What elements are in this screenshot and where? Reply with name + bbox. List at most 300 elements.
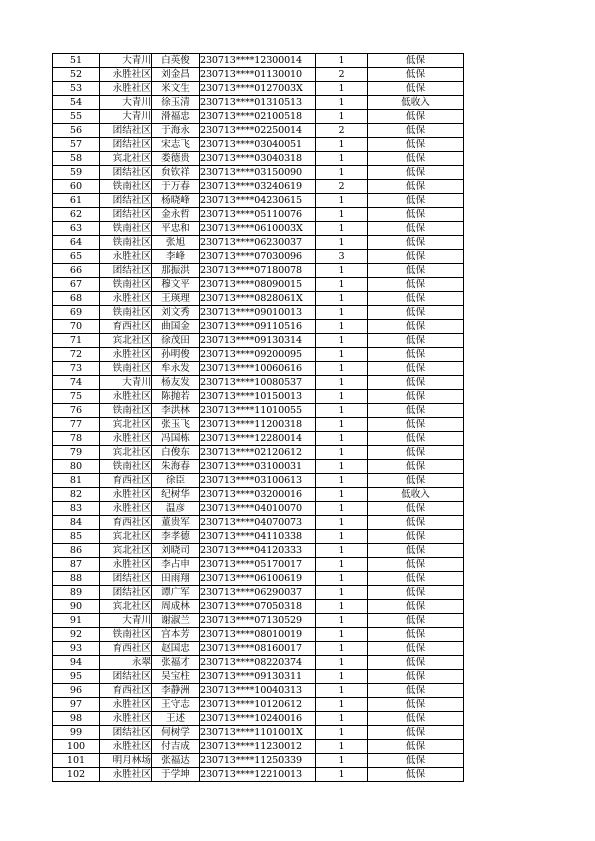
person-name-cell: 张玉飞 <box>152 418 200 432</box>
community-cell: 铁南社区 <box>100 362 152 376</box>
assistance-type-cell: 低保 <box>368 180 464 194</box>
person-name-cell: 赵国忠 <box>152 642 200 656</box>
row-number: 71 <box>53 334 100 348</box>
person-name-cell: 杨晓峰 <box>152 194 200 208</box>
row-number: 85 <box>53 530 100 544</box>
person-name-cell: 张福才 <box>152 656 200 670</box>
assistance-type-cell: 低保 <box>368 348 464 362</box>
row-number: 54 <box>53 96 100 110</box>
table-row <box>53 54 464 68</box>
id-number-cell: 230713****06100619 <box>200 572 316 586</box>
id-number-cell: 230713****10150013 <box>200 390 316 404</box>
person-name-cell: 田雨翔 <box>152 572 200 586</box>
table-row <box>53 586 464 600</box>
row-number: 53 <box>53 82 100 96</box>
assistance-type-cell: 低保 <box>368 670 464 684</box>
community-cell: 永胜社区 <box>100 292 152 306</box>
person-name-cell: 付吉成 <box>152 740 200 754</box>
table-row <box>53 390 464 404</box>
person-name-cell: 张旭 <box>152 236 200 250</box>
person-name-cell: 于海永 <box>152 124 200 138</box>
community-cell: 大青川 <box>100 614 152 628</box>
community-cell: 团结社区 <box>100 670 152 684</box>
table-row <box>53 292 464 306</box>
community-cell: 育西社区 <box>100 684 152 698</box>
table-row <box>53 740 464 754</box>
community-cell: 永胜社区 <box>100 740 152 754</box>
id-number-cell: 230713****01130010 <box>200 68 316 82</box>
community-cell: 永胜社区 <box>100 432 152 446</box>
person-name-cell: 宫本芳 <box>152 628 200 642</box>
person-name-cell: 谭广军 <box>152 586 200 600</box>
id-number-cell: 230713****03100613 <box>200 474 316 488</box>
row-number: 70 <box>53 320 100 334</box>
household-count-cell: 1 <box>316 642 368 656</box>
person-name-cell: 金永哲 <box>152 208 200 222</box>
table-row <box>53 96 464 110</box>
id-number-cell: 230713****02100518 <box>200 110 316 124</box>
household-count-cell: 1 <box>316 138 368 152</box>
row-number: 91 <box>53 614 100 628</box>
id-number-cell: 230713****08160017 <box>200 642 316 656</box>
id-number-cell: 230713****0828061X <box>200 292 316 306</box>
person-name-cell: 于学坤 <box>152 768 200 782</box>
assistance-type-cell: 低保 <box>368 194 464 208</box>
household-count-cell: 1 <box>316 278 368 292</box>
assistance-type-cell: 低保 <box>368 320 464 334</box>
community-cell: 宾北社区 <box>100 152 152 166</box>
id-number-cell: 230713****10080537 <box>200 376 316 390</box>
assistance-type-cell: 低保 <box>368 236 464 250</box>
assistance-type-cell: 低保 <box>368 740 464 754</box>
household-count-cell: 1 <box>316 292 368 306</box>
community-cell: 明月林场 <box>100 754 152 768</box>
table-row <box>53 516 464 530</box>
id-number-cell: 230713****03200016 <box>200 488 316 502</box>
row-number: 76 <box>53 404 100 418</box>
person-name-cell: 冯国栋 <box>152 432 200 446</box>
household-count-cell: 2 <box>316 68 368 82</box>
assistance-type-cell: 低保 <box>368 264 464 278</box>
row-number: 72 <box>53 348 100 362</box>
table-row <box>53 82 464 96</box>
community-cell: 铁南社区 <box>100 180 152 194</box>
household-count-cell: 1 <box>316 222 368 236</box>
id-number-cell: 230713****02250014 <box>200 124 316 138</box>
assistance-type-cell: 低保 <box>368 502 464 516</box>
table-row <box>53 110 464 124</box>
community-cell: 永胜社区 <box>100 390 152 404</box>
id-number-cell: 230713****04110338 <box>200 530 316 544</box>
community-cell: 团结社区 <box>100 726 152 740</box>
person-name-cell: 徐茂田 <box>152 334 200 348</box>
household-count-cell: 1 <box>316 320 368 334</box>
row-number: 89 <box>53 586 100 600</box>
household-count-cell: 1 <box>316 194 368 208</box>
person-name-cell: 王瑛理 <box>152 292 200 306</box>
table-row <box>53 208 464 222</box>
table-row <box>53 712 464 726</box>
row-number: 81 <box>53 474 100 488</box>
id-number-cell: 230713****06290037 <box>200 586 316 600</box>
table-row <box>53 726 464 740</box>
person-name-cell: 杨友发 <box>152 376 200 390</box>
table-row <box>53 152 464 166</box>
id-number-cell: 230713****09130314 <box>200 334 316 348</box>
assistance-type-cell: 低保 <box>368 404 464 418</box>
assistance-type-cell: 低保 <box>368 726 464 740</box>
community-cell: 宾北社区 <box>100 418 152 432</box>
household-count-cell: 1 <box>316 348 368 362</box>
table-row <box>53 558 464 572</box>
household-count-cell: 1 <box>316 152 368 166</box>
household-count-cell: 1 <box>316 502 368 516</box>
assistance-type-cell: 低保 <box>368 768 464 782</box>
id-number-cell: 230713****08010019 <box>200 628 316 642</box>
id-number-cell: 230713****11230012 <box>200 740 316 754</box>
household-count-cell: 1 <box>316 698 368 712</box>
id-number-cell: 230713****08090015 <box>200 278 316 292</box>
table-row <box>53 306 464 320</box>
community-cell: 育西社区 <box>100 642 152 656</box>
table-row <box>53 222 464 236</box>
household-count-cell: 1 <box>316 418 368 432</box>
household-count-cell: 1 <box>316 264 368 278</box>
household-count-cell: 1 <box>316 600 368 614</box>
id-number-cell: 230713****07180078 <box>200 264 316 278</box>
row-number: 101 <box>53 754 100 768</box>
person-name-cell: 曲国金 <box>152 320 200 334</box>
id-number-cell: 230713****11010055 <box>200 404 316 418</box>
assistance-type-cell: 低保 <box>368 754 464 768</box>
person-name-cell: 刘金昌 <box>152 68 200 82</box>
assistance-type-cell: 低保 <box>368 446 464 460</box>
row-number: 75 <box>53 390 100 404</box>
row-number: 86 <box>53 544 100 558</box>
id-number-cell: 230713****03240619 <box>200 180 316 194</box>
household-count-cell: 1 <box>316 362 368 376</box>
id-number-cell: 230713****01310513 <box>200 96 316 110</box>
assistance-type-cell: 低保 <box>368 152 464 166</box>
household-count-cell: 1 <box>316 474 368 488</box>
community-cell: 永胜社区 <box>100 82 152 96</box>
assistance-type-cell: 低保 <box>368 376 464 390</box>
row-number: 82 <box>53 488 100 502</box>
table-row <box>53 768 464 782</box>
household-count-cell: 1 <box>316 96 368 110</box>
household-count-cell: 1 <box>316 586 368 600</box>
table-row <box>53 474 464 488</box>
table-row <box>53 488 464 502</box>
community-cell: 团结社区 <box>100 166 152 180</box>
row-number: 83 <box>53 502 100 516</box>
assistance-type-cell: 低保 <box>368 292 464 306</box>
community-cell: 铁南社区 <box>100 460 152 474</box>
table-row <box>53 446 464 460</box>
id-number-cell: 230713****06230037 <box>200 236 316 250</box>
row-number: 74 <box>53 376 100 390</box>
community-cell: 永胜社区 <box>100 768 152 782</box>
household-count-cell: 2 <box>316 124 368 138</box>
community-cell: 育西社区 <box>100 320 152 334</box>
community-cell: 铁南社区 <box>100 222 152 236</box>
row-number: 98 <box>53 712 100 726</box>
row-number: 52 <box>53 68 100 82</box>
person-name-cell: 王守志 <box>152 698 200 712</box>
row-number: 68 <box>53 292 100 306</box>
assistance-type-cell: 低保 <box>368 642 464 656</box>
person-name-cell: 平忠和 <box>152 222 200 236</box>
household-count-cell: 1 <box>316 544 368 558</box>
person-name-cell: 刘晓司 <box>152 544 200 558</box>
person-name-cell: 纪树华 <box>152 488 200 502</box>
table-row <box>53 334 464 348</box>
community-cell: 永胜社区 <box>100 698 152 712</box>
table-row <box>53 124 464 138</box>
community-cell: 铁南社区 <box>100 306 152 320</box>
row-number: 63 <box>53 222 100 236</box>
row-number: 99 <box>53 726 100 740</box>
id-number-cell: 230713****10240016 <box>200 712 316 726</box>
household-count-cell: 1 <box>316 768 368 782</box>
community-cell: 团结社区 <box>100 572 152 586</box>
person-name-cell: 滑福忠 <box>152 110 200 124</box>
id-number-cell: 230713****10060616 <box>200 362 316 376</box>
table-row <box>53 670 464 684</box>
table-row <box>53 628 464 642</box>
community-cell: 育西社区 <box>100 474 152 488</box>
id-number-cell: 230713****05110076 <box>200 208 316 222</box>
id-number-cell: 230713****09010013 <box>200 306 316 320</box>
assistance-type-cell: 低保 <box>368 586 464 600</box>
row-number: 60 <box>53 180 100 194</box>
assistance-type-cell: 低保 <box>368 544 464 558</box>
table-row <box>53 502 464 516</box>
household-count-cell: 1 <box>316 670 368 684</box>
person-name-cell: 李孝德 <box>152 530 200 544</box>
person-name-cell: 李占申 <box>152 558 200 572</box>
row-number: 102 <box>53 768 100 782</box>
id-number-cell: 230713****04010070 <box>200 502 316 516</box>
assistance-type-cell: 低保 <box>368 712 464 726</box>
person-name-cell: 那振洪 <box>152 264 200 278</box>
person-name-cell: 于万春 <box>152 180 200 194</box>
row-number: 87 <box>53 558 100 572</box>
id-number-cell: 230713****03150090 <box>200 166 316 180</box>
community-cell: 大青川 <box>100 110 152 124</box>
household-count-cell: 1 <box>316 656 368 670</box>
assistance-type-cell: 低保 <box>368 474 464 488</box>
id-number-cell: 230713****0610003X <box>200 222 316 236</box>
person-name-cell: 谢淑兰 <box>152 614 200 628</box>
household-count-cell: 1 <box>316 488 368 502</box>
community-cell: 大青川 <box>100 54 152 68</box>
id-number-cell: 230713****03040318 <box>200 152 316 166</box>
row-number: 97 <box>53 698 100 712</box>
person-name-cell: 张福达 <box>152 754 200 768</box>
person-name-cell: 孙明俊 <box>152 348 200 362</box>
assistance-type-cell: 低保 <box>368 54 464 68</box>
household-count-cell: 1 <box>316 530 368 544</box>
community-cell: 团结社区 <box>100 138 152 152</box>
table-row <box>53 404 464 418</box>
row-number: 100 <box>53 740 100 754</box>
assistance-type-cell: 低保 <box>368 222 464 236</box>
assistance-type-cell: 低收入 <box>368 488 464 502</box>
person-name-cell: 朱海春 <box>152 460 200 474</box>
table-row <box>53 432 464 446</box>
assistance-type-cell: 低保 <box>368 250 464 264</box>
table-row <box>53 68 464 82</box>
household-count-cell: 1 <box>316 208 368 222</box>
table-row <box>53 544 464 558</box>
person-name-cell: 陈抛若 <box>152 390 200 404</box>
household-count-cell: 3 <box>316 250 368 264</box>
id-number-cell: 230713****1101001X <box>200 726 316 740</box>
assistance-type-cell: 低保 <box>368 82 464 96</box>
household-count-cell: 1 <box>316 740 368 754</box>
row-number: 96 <box>53 684 100 698</box>
community-cell: 永胜社区 <box>100 348 152 362</box>
id-number-cell: 230713****03040051 <box>200 138 316 152</box>
row-number: 92 <box>53 628 100 642</box>
household-count-cell: 1 <box>316 376 368 390</box>
assistance-type-cell: 低保 <box>368 166 464 180</box>
assistance-type-cell: 低保 <box>368 208 464 222</box>
row-number: 65 <box>53 250 100 264</box>
assistance-type-cell: 低保 <box>368 684 464 698</box>
assistance-type-cell: 低保 <box>368 124 464 138</box>
person-name-cell: 贠钦祥 <box>152 166 200 180</box>
household-count-cell: 1 <box>316 404 368 418</box>
assistance-type-cell: 低保 <box>368 656 464 670</box>
assistance-type-cell: 低保 <box>368 138 464 152</box>
assistance-type-cell: 低保 <box>368 418 464 432</box>
person-name-cell: 白英俊 <box>152 54 200 68</box>
table-row <box>53 754 464 768</box>
household-count-cell: 1 <box>316 82 368 96</box>
community-cell: 永胜社区 <box>100 712 152 726</box>
row-number: 77 <box>53 418 100 432</box>
person-name-cell: 李静洲 <box>152 684 200 698</box>
household-count-cell: 1 <box>316 754 368 768</box>
roster-table <box>52 53 464 782</box>
row-number: 80 <box>53 460 100 474</box>
row-number: 88 <box>53 572 100 586</box>
assistance-type-cell: 低保 <box>368 698 464 712</box>
person-name-cell: 徐臣 <box>152 474 200 488</box>
table-row <box>53 362 464 376</box>
row-number: 58 <box>53 152 100 166</box>
id-number-cell: 230713****11200318 <box>200 418 316 432</box>
assistance-type-cell: 低保 <box>368 628 464 642</box>
id-number-cell: 230713****04230615 <box>200 194 316 208</box>
assistance-type-cell: 低保 <box>368 432 464 446</box>
community-cell: 永胜社区 <box>100 488 152 502</box>
table-row <box>53 684 464 698</box>
id-number-cell: 230713****09130311 <box>200 670 316 684</box>
community-cell: 铁南社区 <box>100 404 152 418</box>
row-number: 67 <box>53 278 100 292</box>
household-count-cell: 1 <box>316 236 368 250</box>
household-count-cell: 1 <box>316 432 368 446</box>
id-number-cell: 230713****10120612 <box>200 698 316 712</box>
community-cell: 永胜社区 <box>100 502 152 516</box>
community-cell: 铁南社区 <box>100 236 152 250</box>
community-cell: 铁南社区 <box>100 278 152 292</box>
table-row <box>53 348 464 362</box>
community-cell: 宾北社区 <box>100 446 152 460</box>
community-cell: 团结社区 <box>100 586 152 600</box>
table-row <box>53 138 464 152</box>
table-row <box>53 236 464 250</box>
id-number-cell: 230713****12300014 <box>200 54 316 68</box>
community-cell: 大青川 <box>100 96 152 110</box>
id-number-cell: 230713****12280014 <box>200 432 316 446</box>
person-name-cell: 穆文平 <box>152 278 200 292</box>
table-row <box>53 600 464 614</box>
person-name-cell: 李洪林 <box>152 404 200 418</box>
assistance-type-cell: 低保 <box>368 390 464 404</box>
person-name-cell: 娄德贵 <box>152 152 200 166</box>
person-name-cell: 宋志飞 <box>152 138 200 152</box>
row-number: 55 <box>53 110 100 124</box>
id-number-cell: 230713****07030096 <box>200 250 316 264</box>
community-cell: 宾北社区 <box>100 544 152 558</box>
table-row <box>53 250 464 264</box>
person-name-cell: 徐玉清 <box>152 96 200 110</box>
household-count-cell: 1 <box>316 628 368 642</box>
person-name-cell: 李峰 <box>152 250 200 264</box>
community-cell: 育西社区 <box>100 516 152 530</box>
assistance-type-cell: 低保 <box>368 278 464 292</box>
household-count-cell: 2 <box>316 180 368 194</box>
person-name-cell: 王述 <box>152 712 200 726</box>
table-row <box>53 460 464 474</box>
roster-body <box>53 54 464 782</box>
table-row <box>53 264 464 278</box>
table-row <box>53 320 464 334</box>
household-count-cell: 1 <box>316 460 368 474</box>
row-number: 94 <box>53 656 100 670</box>
community-cell: 大青川 <box>100 376 152 390</box>
household-count-cell: 1 <box>316 684 368 698</box>
table-row <box>53 614 464 628</box>
table-row <box>53 376 464 390</box>
person-name-cell: 白俊东 <box>152 446 200 460</box>
household-count-cell: 1 <box>316 166 368 180</box>
row-number: 56 <box>53 124 100 138</box>
row-number: 95 <box>53 670 100 684</box>
assistance-type-cell: 低保 <box>368 460 464 474</box>
row-number: 61 <box>53 194 100 208</box>
row-number: 59 <box>53 166 100 180</box>
household-count-cell: 1 <box>316 712 368 726</box>
assistance-type-cell: 低保 <box>368 600 464 614</box>
household-count-cell: 1 <box>316 110 368 124</box>
table-row <box>53 166 464 180</box>
row-number: 93 <box>53 642 100 656</box>
person-name-cell: 吴宝柱 <box>152 670 200 684</box>
assistance-type-cell: 低保 <box>368 614 464 628</box>
id-number-cell: 230713****10040313 <box>200 684 316 698</box>
household-count-cell: 1 <box>316 558 368 572</box>
row-number: 64 <box>53 236 100 250</box>
assistance-type-cell: 低保 <box>368 68 464 82</box>
household-count-cell: 1 <box>316 726 368 740</box>
community-cell: 宾北社区 <box>100 600 152 614</box>
row-number: 51 <box>53 54 100 68</box>
